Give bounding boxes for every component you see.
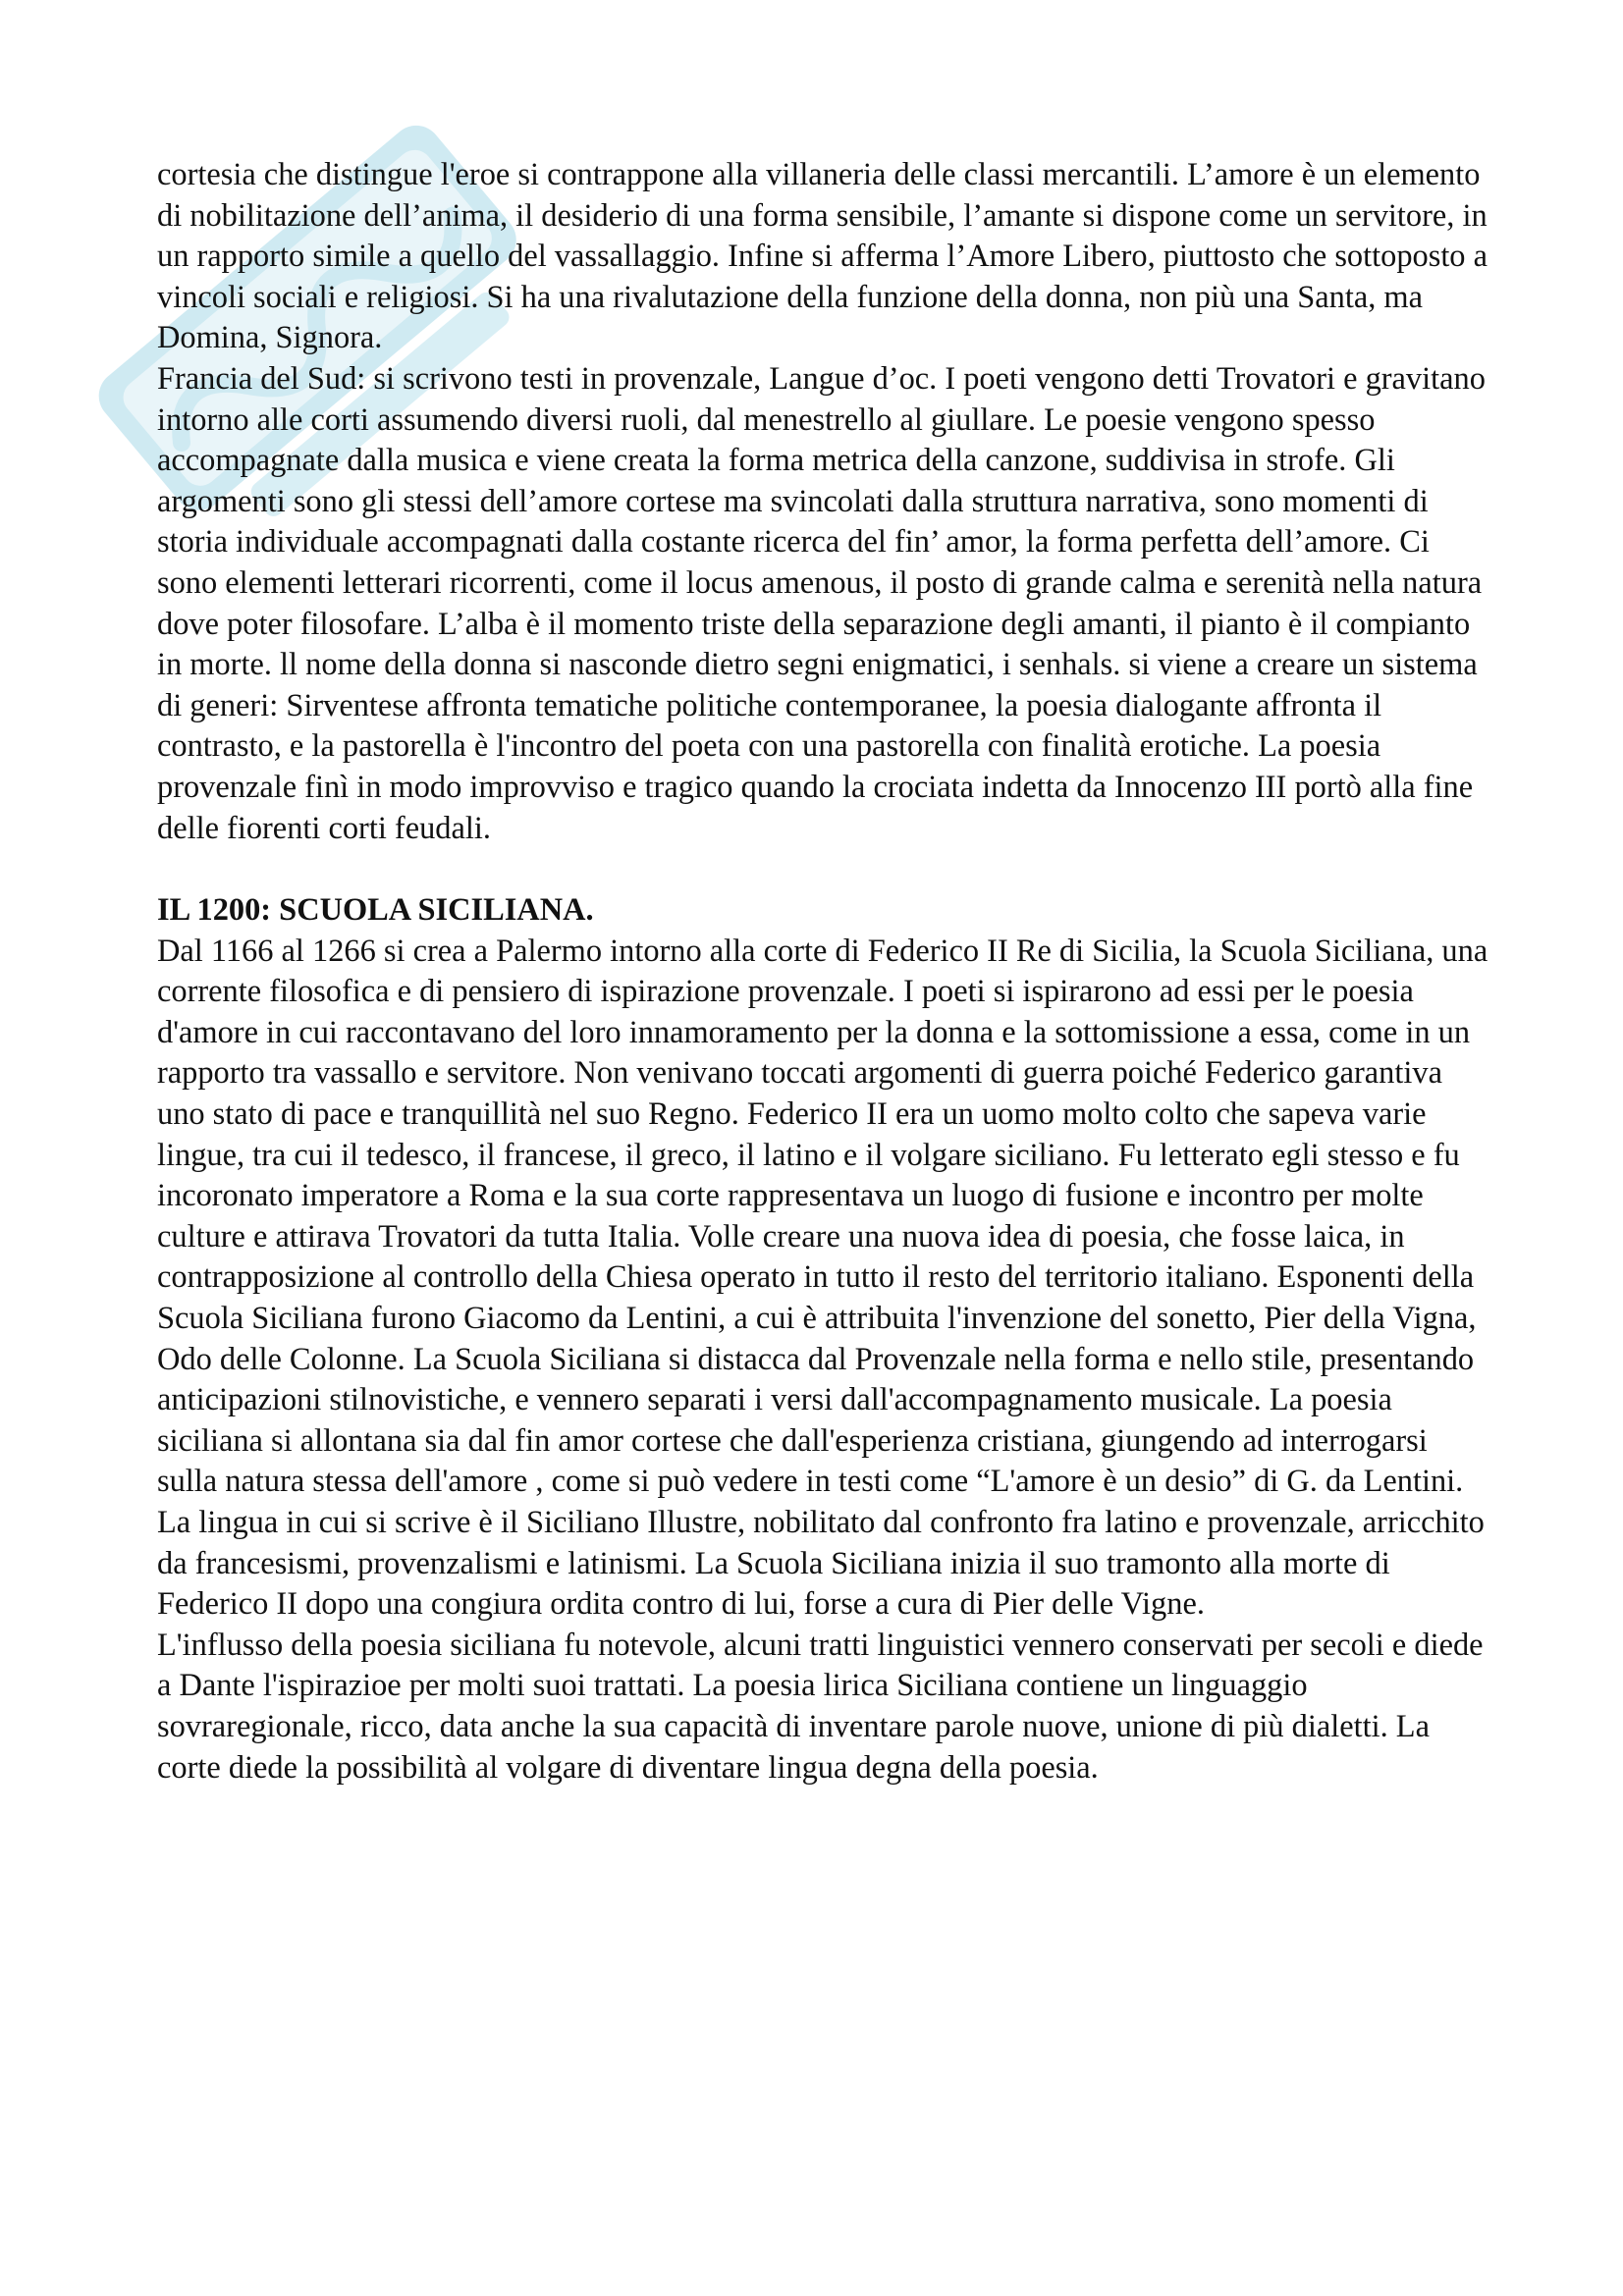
section-heading: IL 1200: SCUOLA SICILIANA. — [157, 892, 594, 929]
paragraph-southern-france: Francia del Sud: si scrivono testi in provenzale, Langue d’oc. I poeti vengono detti Trovatori e gravitano intorno alle corti assumendo diversi ruoli, dal menestrello al giullare. Le poesie vengono spesso accompagnate dalla musica e viene creata la forma metrica della canzone, suddivisa in strofe. Gli argomenti sono gli stessi dell’amore cortese ma svincolati dalla struttura narrativa, sono momenti di storia individuale accompagnati dalla costante ricerca del fin’ amor, la forma perfetta dell’amore. Ci sono elementi letterari ricorrenti, come il locus amenous, il posto di grande calma e serenità nella natura dove poter filosofare. L’alba è il momento triste della separazione degli amanti, il pianto è il compianto in morte. ll nome della donna si nasconde dietro segni enigmatici, i senhals. si viene a creare un sistema di generi: Sirventese affronta tematiche politiche contemporanee, la poesia dialogante affronta il contrasto, e la pastorella è l'incontro del poeta con una pastorella con finalità erotiche. La poesia provenzale finì in modo improvviso e tragico quando la crociata indetta da Innocenzo III portò alla fine delle fiorenti corti feudali. — [157, 360, 1486, 846]
paragraph-spacer — [157, 849, 1492, 890]
document-body — [157, 155, 1492, 1789]
paragraph-sicilian-influence: L'influsso della poesia siciliana fu notevole, alcuni tratti linguistici vennero conservati per secoli e diede a Dante l'ispirazioe per molti suoi trattati. La poesia lirica Siciliana contiene un linguaggio sovraregionale, ricco, data anche la sua capacità di inventare parole nuove, unione di più dialetti. La corte diede la possibilità al volgare di diventare lingua degna della poesia. — [157, 1627, 1484, 1786]
paragraph-courtly-love: cortesia che distingue l'eroe si contrappone alla villaneria delle classi mercantili. L’amore è un elemento di nobilitazione dell’anima, il desiderio di una forma sensibile, l’amante si dispone come un servitore, in un rapporto simile a quello del vassallaggio. Infine si afferma l’Amore Libero, piuttosto che sottoposto a vincoli sociali e religiosi. Si ha una rivalutazione della funzione della donna, non più una Santa, ma Domina, Signora. — [157, 157, 1488, 356]
paragraph-sicilian-school: Dal 1166 al 1266 si crea a Palermo intorno alla corte di Federico II Re di Sicilia, la Scuola Siciliana, una corrente filosofica e di pensiero di ispirazione provenzale. I poeti si ispirarono ad essi per le poesia d'amore in cui raccontavano del loro innamoramento per la donna e la sottomissione a essa, come in un rapporto tra vassallo e servitore. Non venivano toccati argomenti di guerra poiché Federico garantiva uno stato di pace e tranquillità nel suo Regno. Federico II era un uomo molto colto che sapeva varie lingue, tra cui il tedesco, il francese, il greco, il latino e il volgare siciliano. Fu letterato egli stesso e fu incoronato imperatore a Roma e la sua corte rappresentava un luogo di fusione e incontro per molte culture e attirava Trovatori da tutta Italia. Volle creare una nuova idea di poesia, che fosse laica, in contrapposizione al controllo della Chiesa operato in tutto il resto del territorio italiano. Esponenti della Scuola Siciliana furono Giacomo da Lentini, a cui è attribuita l'invenzione del sonetto, Pier della Vigna, Odo delle Colonne. La Scuola Siciliana si distacca dal Provenzale nella forma e nello stile, presentando anticipazioni stilnovistiche, e vennero separati i versi dall'accompagnamento musicale. La poesia siciliana si allontana sia dal fin amor cortese che dall'esperienza cristiana, giungendo ad interrogarsi sulla natura stessa dell'amore , come si può vedere in testi come “L'amore è un desio” di G. da Lentini. La lingua in cui si scrive è il Siciliano Illustre, nobilitato dal confronto fra latino e provenzale, arricchito da francesismi, provenzalismi e latinismi. La Scuola Siciliana inizia il suo tramonto alla morte di Federico II dopo una congiura ordita contro di lui, forse a cura di Pier delle Vigne. — [157, 933, 1488, 1623]
